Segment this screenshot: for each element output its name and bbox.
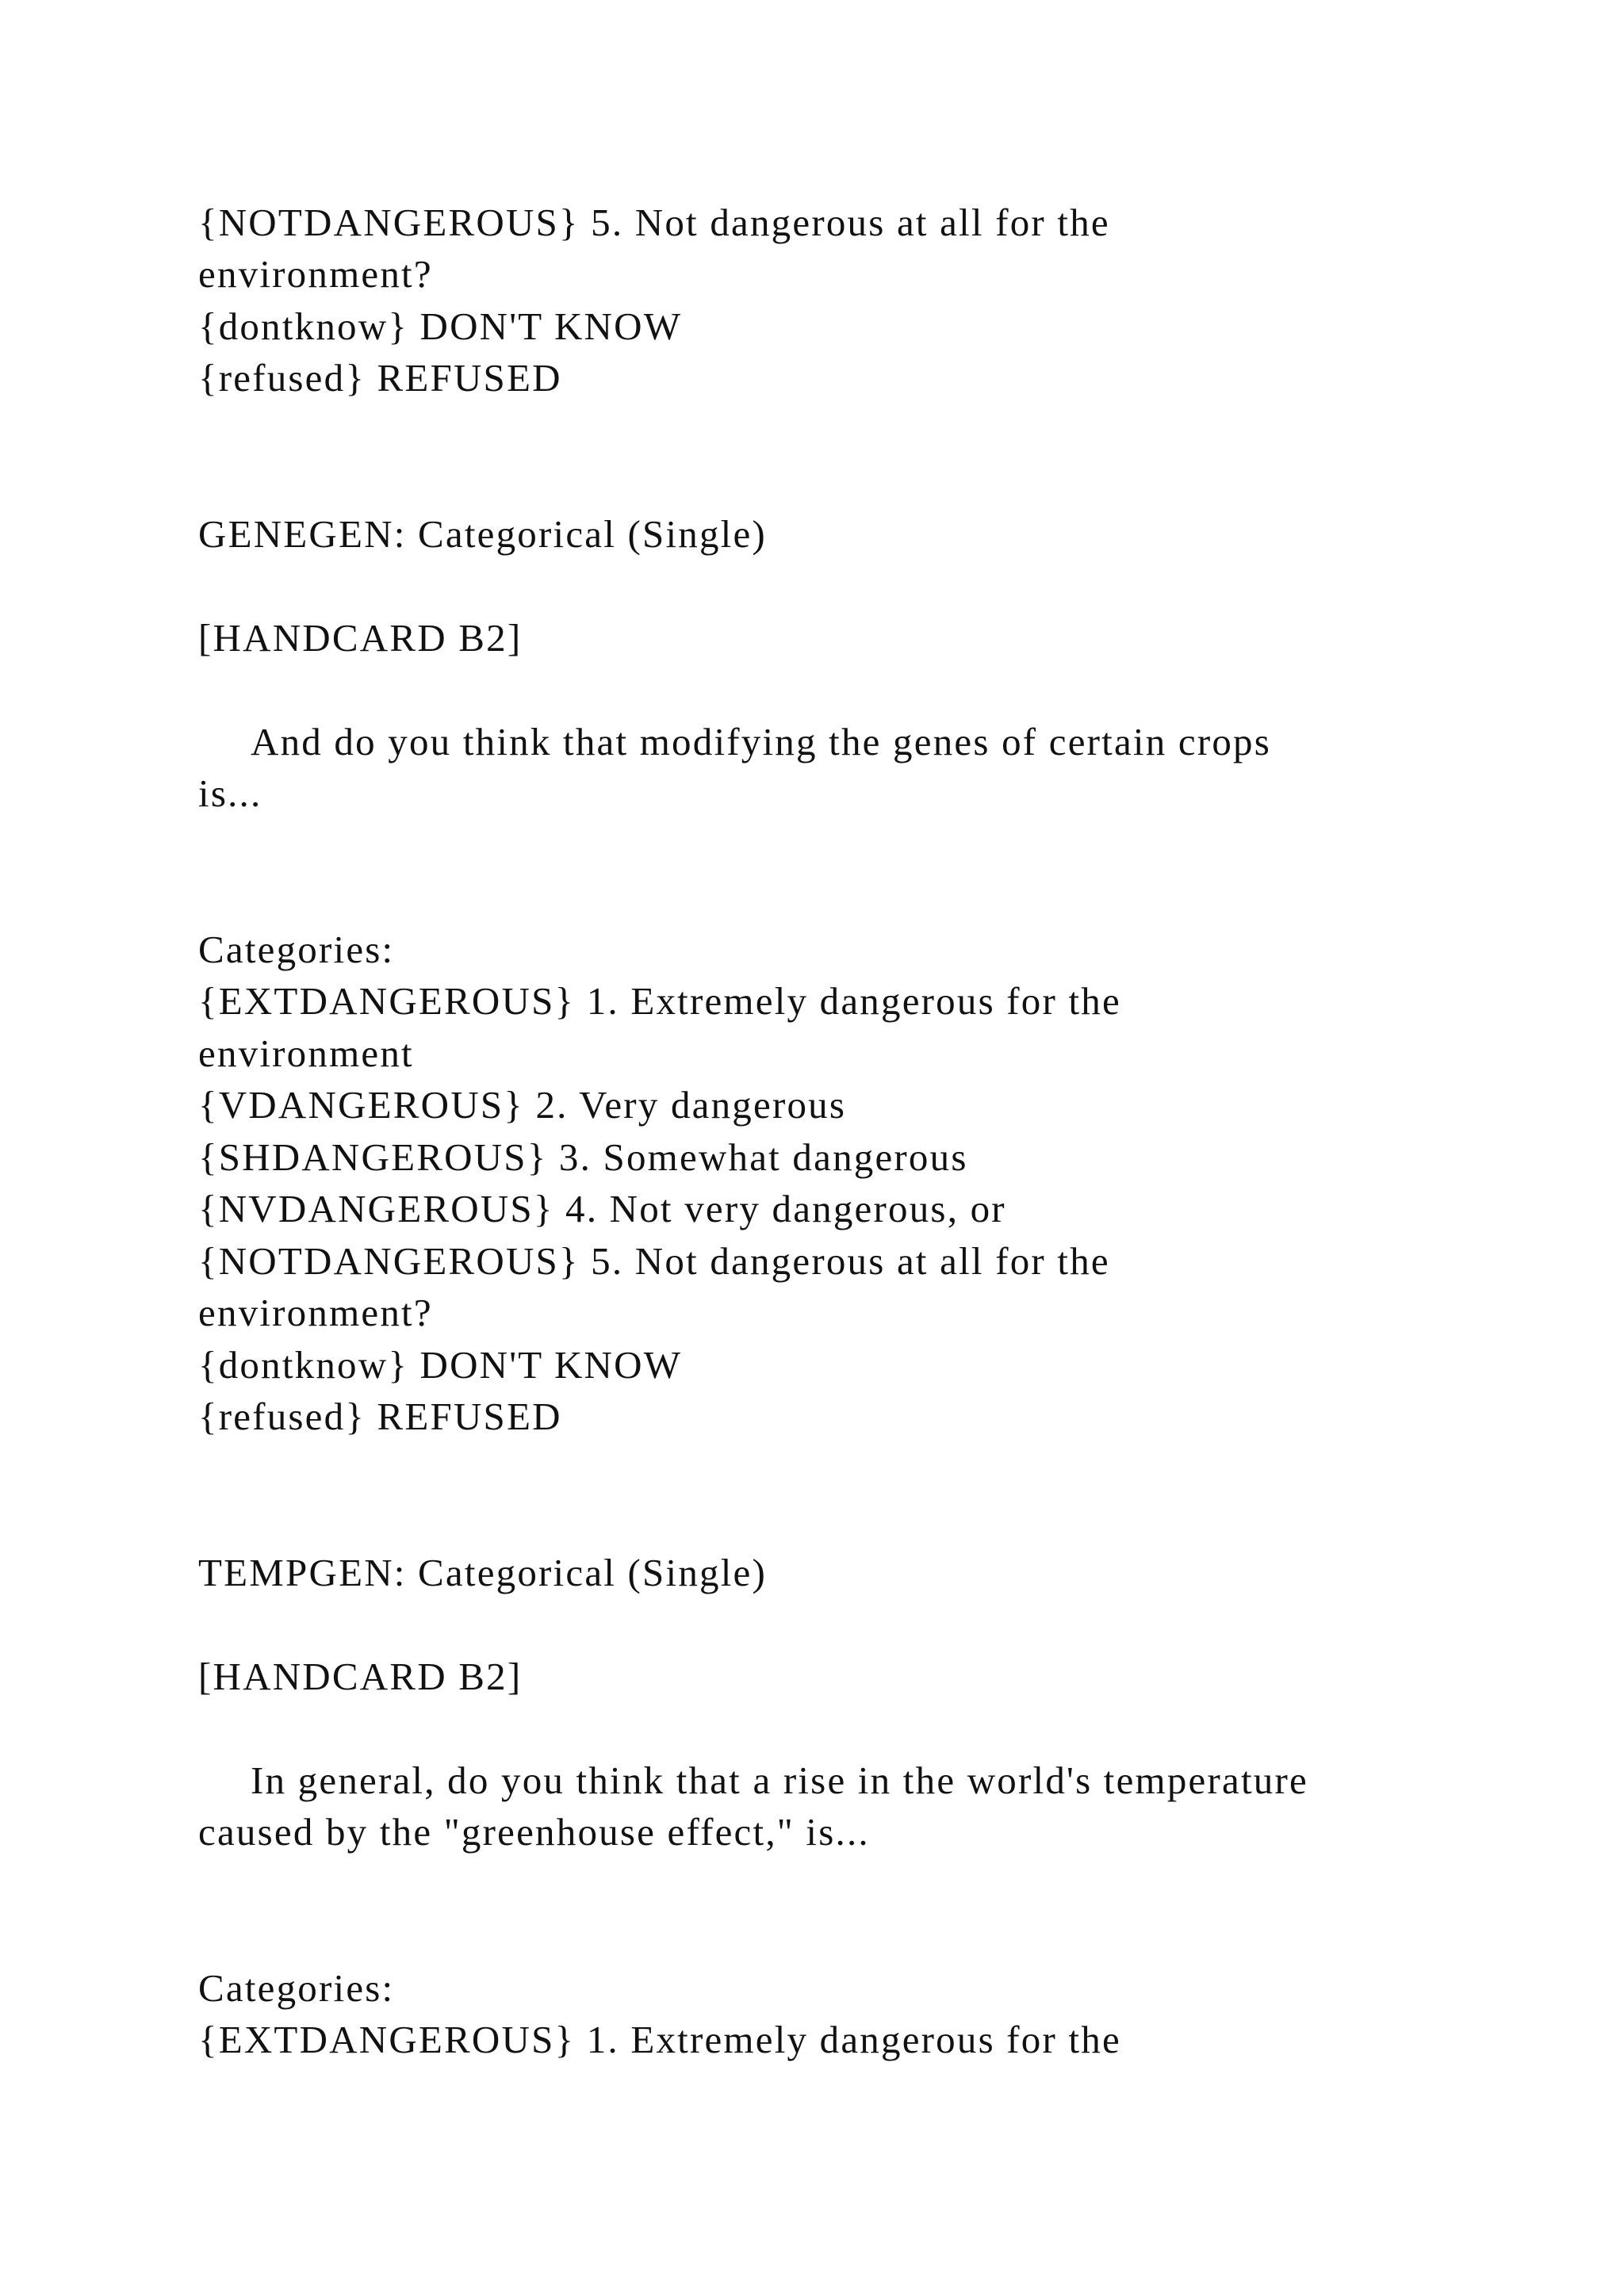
tempgen-handcard: [HANDCARD B2] (198, 1655, 523, 1698)
genegen-question-line2: is... (198, 771, 262, 815)
tempgen-question-line2: caused by the "greenhouse effect," is... (198, 1810, 870, 1854)
genegen-category-extdangerous-line1: {EXTDANGEROUS} 1. Extremely dangerous for the (198, 979, 1121, 1023)
genegen-category-shdangerous: {SHDANGEROUS} 3. Somewhat dangerous (198, 1135, 968, 1179)
genegen-header: GENEGEN: Categorical (Single) (198, 512, 767, 556)
genegen-categories-label: Categories: (198, 928, 395, 971)
genegen-category-notdangerous-line1: {NOTDANGEROUS} 5. Not dangerous at all for the (198, 1239, 1110, 1283)
genegen-category-notdangerous-line2: environment? (198, 1291, 433, 1334)
genegen-category-nvdangerous: {NVDANGEROUS} 4. Not very dangerous, or (198, 1187, 1006, 1230)
genegen-category-extdangerous-line2: environment (198, 1031, 414, 1075)
tempgen-question-line1: In general, do you think that a rise in the world's temperature (251, 1758, 1308, 1802)
category-refused: {refused} REFUSED (198, 356, 562, 400)
genegen-category-refused: {refused} REFUSED (198, 1395, 562, 1438)
category-notdangerous-line2: environment? (198, 252, 433, 296)
tempgen-header: TEMPGEN: Categorical (Single) (198, 1551, 767, 1594)
genegen-category-vdangerous: {VDANGEROUS} 2. Very dangerous (198, 1083, 847, 1127)
category-dontknow: {dontknow} DON'T KNOW (198, 304, 683, 348)
genegen-handcard: [HANDCARD B2] (198, 616, 523, 660)
genegen-question-line1: And do you think that modifying the genes of certain crops (251, 720, 1272, 763)
category-notdangerous-line1: {NOTDANGEROUS} 5. Not dangerous at all for the (198, 201, 1110, 244)
tempgen-category-extdangerous-line1: {EXTDANGEROUS} 1. Extremely dangerous for the (198, 2018, 1121, 2061)
tempgen-categories-label: Categories: (198, 1966, 395, 2010)
genegen-category-dontknow: {dontknow} DON'T KNOW (198, 1343, 683, 1387)
